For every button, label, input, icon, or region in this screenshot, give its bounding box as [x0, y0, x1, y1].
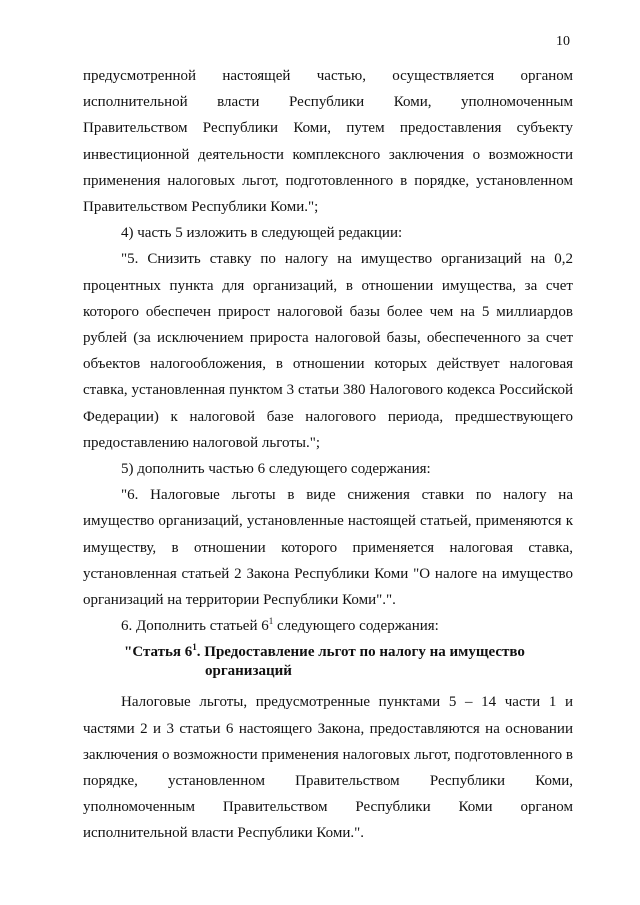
amendment-6-superscript: 1	[268, 616, 274, 627]
document-body	[83, 63, 573, 847]
article-heading	[83, 643, 573, 681]
page-number: 10	[556, 34, 570, 49]
paragraph-amendment-4: 4) часть 5 изложить в следующей редакции:	[121, 225, 403, 242]
paragraph-part-6: "6. Налоговые льготы в виде снижения ставки по налогу на имущество организаций, установленные настоящей статьей, применяются к имуществу, в отношении которого применяется налоговая ставка, установленная статьей 2 Закона Республики Коми "О налоге на имущество организаций на территории Республики Коми".".	[83, 487, 573, 609]
article-heading-prefix: "Статья 6	[124, 644, 193, 661]
amendment-6-text-before: 6. Дополнить статьей 6	[121, 618, 269, 635]
paragraph-article-body: Налоговые льготы, предусмотренные пунктами 5 – 14 части 1 и частями 2 и 3 статьи 6 настоящего Закона, предоставляются на основании заключения о возможности применения налоговых льгот, подготовленного в порядке, установленном Правительством Республики Коми, уполномоченным Правительством Республики Коми органом исполнительной власти Республики Коми.".	[83, 694, 573, 842]
paragraph-amendment-5: 5) дополнить частью 6 следующего содержания:	[121, 461, 431, 478]
paragraph-amendment-6	[83, 613, 573, 639]
article-heading-superscript: 1	[192, 642, 197, 653]
article-heading-title: . Предоставление льгот по налогу на имущество	[196, 644, 525, 661]
paragraph-continuation: предусмотренной настоящей частью, осуществляется органом исполнительной власти Республики Коми, уполномоченным Правительством Республики Коми, путем предоставления субъекту инвестиционной деятельности комплексного заключения о возможности применения налоговых льгот, подготовленного в порядке, установленном Правительством Республики Коми.";	[83, 68, 573, 216]
paragraph-part-5: "5. Снизить ставку по налогу на имущество организаций на 0,2 процентных пункта для организаций, в отношении имущества, за счет которого обеспечен прирост налоговой базы более чем на 5 миллиардов рублей (за исключением прироста налоговой базы, обеспеченного за счет объектов налогообложения, в отношении которых действует налоговая ставка, установленная пунктом 3 статьи 380 Налогового кодекса Российской Федерации) к налоговой базе налогового периода, предшествующего предоставлению налоговой льготы.";	[83, 251, 573, 451]
article-heading-title-line2: организаций	[205, 663, 292, 680]
amendment-6-text-after: следующего содержания:	[273, 618, 439, 635]
